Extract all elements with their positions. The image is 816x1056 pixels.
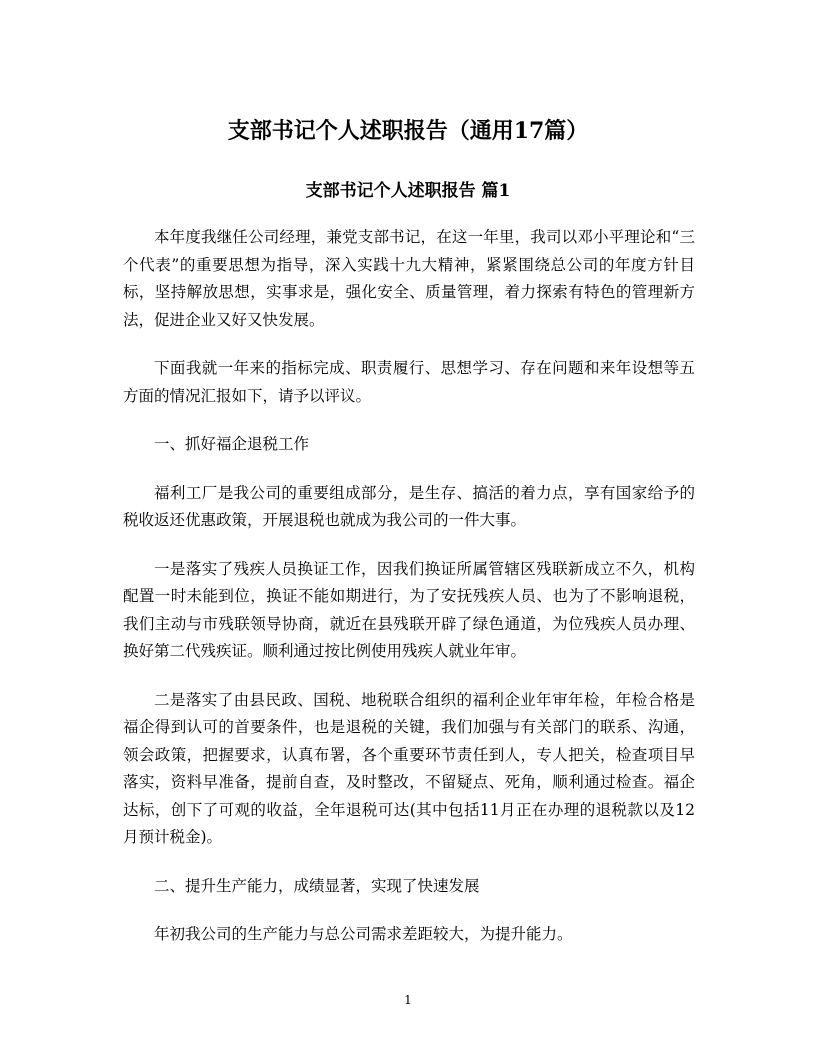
- document-body: [123, 224, 695, 970]
- paragraph-capacity-gap: 年初我公司的生产能力与总公司需求差距较大，为提升能力。: [154, 925, 573, 943]
- document-title: 支部书记个人述职报告（通用17篇）: [227, 118, 589, 144]
- heading-tax-refund: 一、抓好福企退税工作: [154, 435, 310, 453]
- paragraph-intro: 本年度我继任公司经理，兼党支部书记，在这一年里，我司以邓小平理论和“三个代表”的重要思想为指导，深入实践十九大精神，紧紧围绕总公司的年度方针目标，坚持解放思想，实事求是，强化安全、质量管理，着力探索有特色的管理新方法，促进企业又好又快发展。: [123, 228, 695, 329]
- section-title: 支部书记个人述职报告 篇1: [305, 181, 511, 201]
- heading-production-capacity: 二、提升生产能力，成绩显著，实现了快速发展: [154, 876, 480, 895]
- paragraph-overview: 下面我就一年来的指标完成、职责履行、思想学习、存在问题和来年设想等五方面的情况汇报如下，请予以评议。: [123, 359, 695, 405]
- page-number: 1: [404, 993, 412, 1007]
- paragraph-disability-certificates: 一是落实了残疾人员换证工作，因我们换证所属管辖区残联新成立不久，机构配置一时未能到位，换证不能如期进行，为了安抚残疾人员、也为了不影响退税，我们主动与市残联领导协商，就近在县残联开辟了绿色通道，为位残疾人员办理、换好第二代残疾证。顺利通过按比例使用残疾人就业年审。: [123, 559, 695, 660]
- paragraph-welfare-factory: 福利工厂是我公司的重要组成部分，是生存、搞活的着力点，享有国家给予的税收返还优惠政策，开展退税也就成为我公司的一件大事。: [123, 483, 695, 529]
- paragraph-annual-inspection: 二是落实了由县民政、国税、地税联合组织的福利企业年审年检，年检合格是福企得到认可的首要条件，也是退税的关键，我们加强与有关部门的联系、沟通，领会政策，把握要求，认真布署，各个重要环节责任到人，专人把关，检查项目早落实，资料早准备，提前自查，及时整改，不留疑点、死角，顺利通过检查。福企达标，创下了可观的收益，全年退税可达(其中包括11月正在办理的退税款以及12月预计税金)。: [123, 690, 695, 846]
